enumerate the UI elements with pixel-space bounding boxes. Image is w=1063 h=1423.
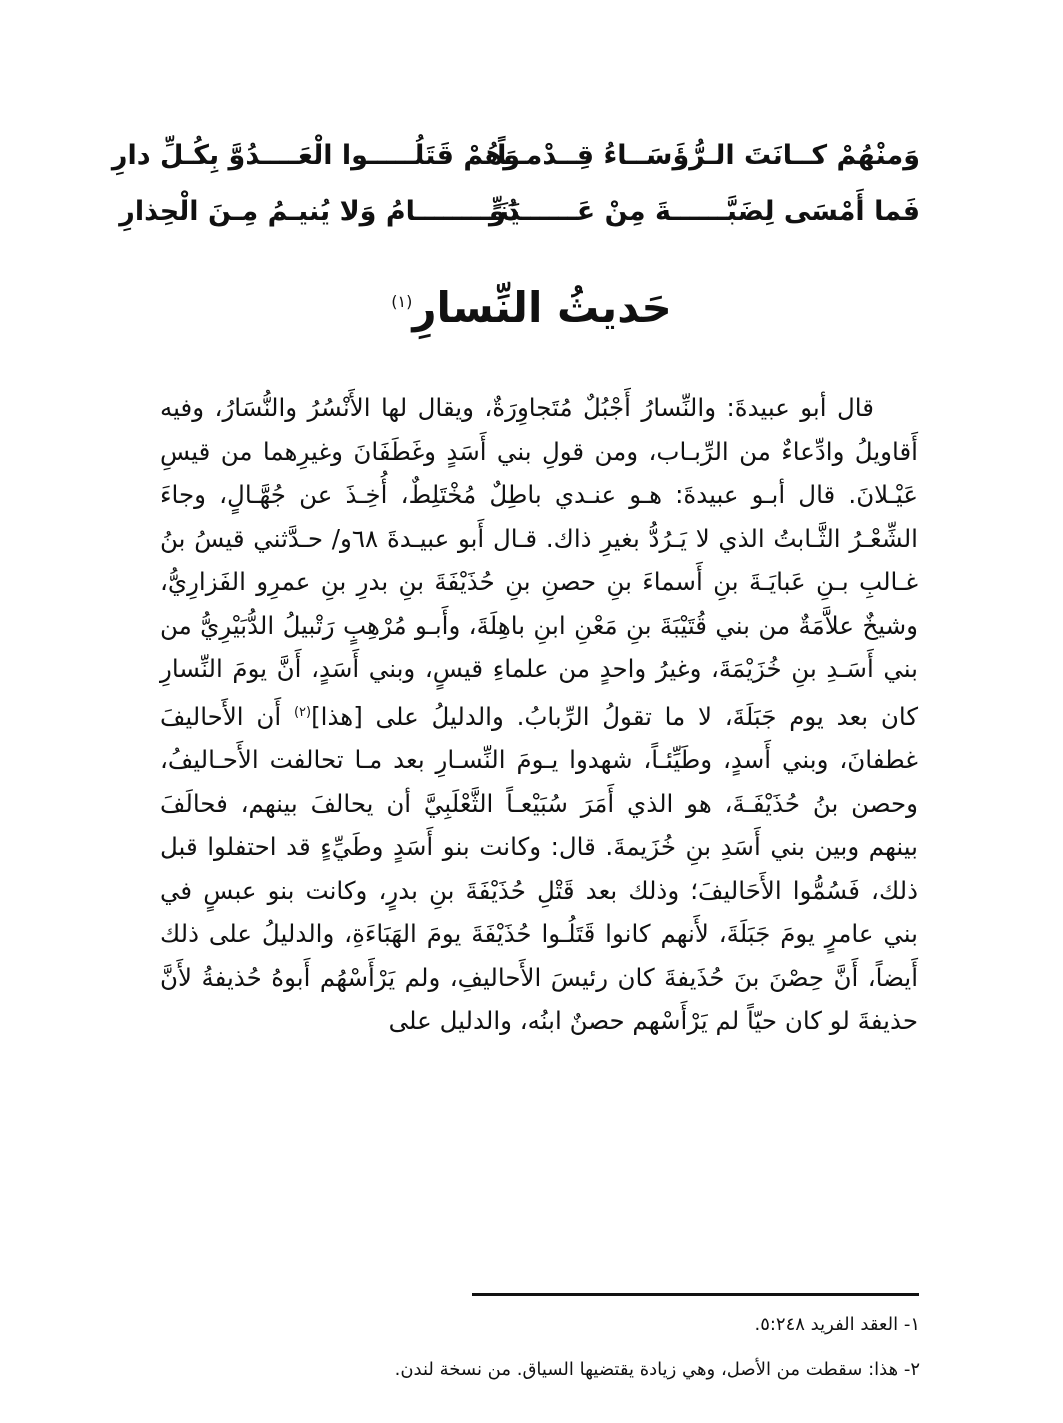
footnotes	[150, 1302, 920, 1392]
body-line-2: وفيه أَقاويلُ وادِّعاءٌ من الرِّبـاب، ومن قولِ بني أَسَدٍ وغَطَفَانَ وغيرِهما	[160, 393, 918, 466]
manuscript-folio-note: ٦٨و/	[323, 523, 379, 553]
body-line-8: واحدٍ من علماءِ قيسٍ، وبني أَسَدٍ، أَنَّ يومَ النِّسارِ كان بعد يوم جَبَلَةَ، لا	[160, 654, 918, 731]
body-line-9-rest: أَن الأَحاليفَ غطفانَ، وبني أَسدٍ،	[160, 701, 918, 775]
footnote-1: ١- العقد الفريد ٥:٢٤٨.	[754, 1314, 920, 1335]
title-footnote-ref: (١)	[391, 292, 413, 311]
poem	[111, 128, 920, 240]
body-paragraph	[160, 386, 918, 1043]
footnote-2: ٢- هذا: سقطت من الأصل، وهي زيادة يقتضيها السياق. من نسخة لندن.	[394, 1359, 920, 1380]
body-line-4: جُهَّـالٍ، وجاءَ الشِّعْـرُ الثَّـابتُ الذي لا يَـرُدُّ بغيرِ ذاك. قـال أَبو عبيـدةَ	[160, 480, 918, 553]
body-line-16: أَبوهُ حُذيفةُ لأَنَّ حذيفةَ لو كان حيّاً لم يَرْأَسْهم حصنٌ ابنُه، والدليل على	[160, 962, 918, 1036]
body-line-3: من قيسِ عَيْـلانَ. قال أبـو عبيدةَ: هـو عنـدي باطِلٌ مُخْتَلِطٌ، أُخِـذَ عن	[160, 436, 918, 509]
body-line-11: حُذَيْفَـةَ، هو الذي أَمَرَ سُبَيْعـاً الثَّعْلَبِيَّ أن يحالفَ بينهم، فحالَفَ بينهم	[160, 788, 918, 862]
verse-2-first-hemistich: فَما أَمْسَى لِضَبَّــــــةَ مِنْ عَــــــدُوٍّ	[489, 196, 920, 227]
poem-verse-1	[111, 128, 920, 184]
footnote-divider	[472, 1293, 919, 1296]
body-line-6: حُذَيْفَةَ بنِ بدرِ بنِ عمرِو الفَزارِيُّ، وشيخٌ علاَّمَةٌ من بني قُتَيْبَةَ بنِ مَعْنِ	[160, 567, 918, 640]
verse-1-second-hemistich: وَهُمْ قَتَلُـــــوا الْعَــــدُوَّ بِكُـلِّ دارِ	[111, 140, 520, 171]
body-footnote-ref-2: (٢)	[293, 704, 312, 720]
verse-2-second-hemistich: يَنَـــــــــامُ وَلا يُنيـمُ مِـنَ الْحِذارِ	[119, 196, 520, 227]
body-line-15: على ذلك أَيضاً، أَنَّ حِصْنَ بنَ حُذَيفةَ كان رئيسَ الأَحاليفِ، ولم يَرْأَسْهُم	[160, 919, 918, 992]
body-line-12: وبين بني أَسَدِ بنِ خُزَيمةَ. قال: وكانت بنو أَسَدٍ وطَيِّءٍ قد احتفلوا قبل	[160, 832, 860, 862]
verse-1-first-hemistich: وَمنْهُمْ كــانَتَ الـرُّؤَسَــاءُ قِــدْمــاً	[497, 140, 920, 171]
body-line-10: وطَيِّئـاً، شهدوا يـومَ النِّسـارِ بعد مـا تحالفت الأَحـاليفُ، وحصن بنُ	[160, 745, 918, 818]
body-line-5: حـدَّثني قيسُ بنُ غـالبِ بـنِ عَبايَـةَ بنِ أَسماءَ بنِ حصنِ بنِ	[160, 523, 919, 596]
poem-verse-2	[119, 184, 920, 240]
body-line-1: قال أبو عبيدةَ: والنِّسارُ أَجْبُلٌ مُتَجاوِرَةٌ، ويقال لها الأَنْسُرُ والنُّسَارُ،	[214, 393, 874, 422]
body-line-14: في بني عامرٍ يومَ جَبَلَةَ، لأَنهم كانوا قَتَلُـوا حُذَيْفَةَ يومَ الهَبَاءَةِ، والدليلُ	[160, 875, 918, 949]
section-title-text: حَديثُ النِّسارِ	[412, 283, 672, 332]
body-line-9: ما تقولُ الرِّبابُ. والدليلُ على [هذا]	[311, 701, 686, 731]
section-title	[0, 270, 1063, 340]
body-line-7: ابنِ باهِلَةَ، وأَبـو مُرْهِبٍ رَتْبيلُ الدُّبَيْرِيُّ من بني أَسَـدِ بنِ خُزَيْمَةَ، وغيرُ	[160, 610, 918, 683]
body-line-13: ذلك، فَسُمُّوا الأَحَاليفَ؛ وذلك بعد قَتْلِ حُذَيْفَةَ بنِ بدرٍ، وكانت بنو عبسٍ	[203, 875, 918, 905]
